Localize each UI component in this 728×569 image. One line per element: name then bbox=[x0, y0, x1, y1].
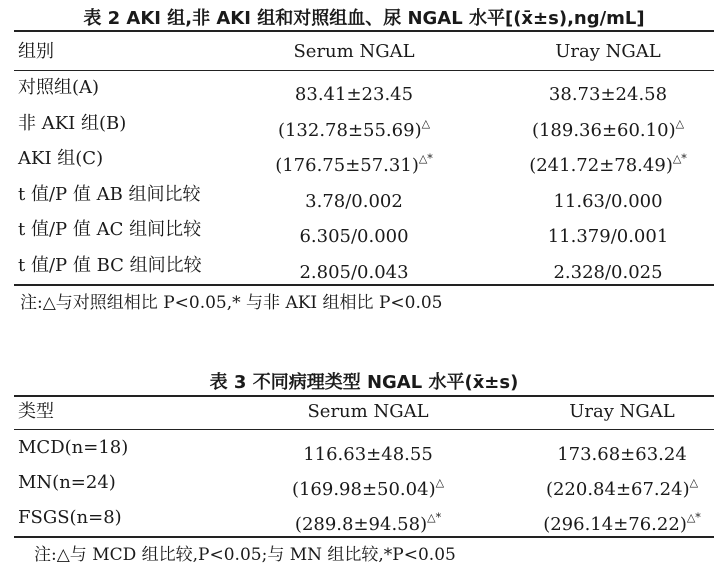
significance-mark: △ bbox=[675, 116, 685, 130]
serum-cell: 83.41±23.45 bbox=[294, 84, 414, 105]
uray-cell: 38.73±24.58 bbox=[548, 84, 668, 105]
serum-cell: 2.805/0.043 bbox=[299, 261, 409, 283]
table-row bbox=[14, 213, 714, 247]
table2-note: 注:△与对照组相比 P<0.05,* 与非 AKI 组相比 P<0.05 bbox=[20, 293, 443, 313]
significance-mark: △* bbox=[418, 152, 433, 165]
group-cell: MN(n=24) bbox=[18, 472, 116, 493]
uray-cell: 173.68±63.24 bbox=[557, 444, 687, 465]
table-row bbox=[14, 466, 714, 500]
uray-cell: 11.379/0.001 bbox=[547, 226, 669, 247]
group-cell: AKI 组(C) bbox=[18, 148, 104, 169]
group-cell: t 值/P 值 AB 组间比较 bbox=[18, 183, 201, 205]
table2-header-group: 组别 bbox=[18, 41, 54, 62]
group-cell: 对照组(A) bbox=[18, 77, 100, 98]
significance-mark: △* bbox=[672, 152, 687, 165]
group-cell: t 值/P 值 AC 组间比较 bbox=[18, 219, 202, 240]
uray-cell: (296.14±76.22)△* bbox=[543, 511, 701, 535]
uray-cell: (241.72±78.49)△* bbox=[529, 152, 687, 176]
table2-header-serum: Serum NGAL bbox=[293, 41, 415, 62]
serum-cell: 6.305/0.000 bbox=[299, 226, 409, 247]
group-cell: MCD(n=18) bbox=[18, 437, 129, 458]
table-row bbox=[14, 71, 714, 105]
significance-mark: △* bbox=[686, 511, 701, 524]
serum-cell: (176.75±57.31)△* bbox=[275, 152, 433, 176]
table-row bbox=[14, 501, 714, 535]
group-cell: 非 AKI 组(B) bbox=[18, 112, 127, 134]
group-cell: FSGS(n=8) bbox=[18, 507, 122, 528]
significance-mark: △ bbox=[421, 116, 431, 130]
table2-title: 表 2 AKI 组,非 AKI 组和对照组血、尿 NGAL 水平[(x̄±s),ng/mL] bbox=[83, 8, 645, 29]
table3-header-rule bbox=[14, 429, 714, 430]
table2-header-uray: Uray NGAL bbox=[555, 41, 661, 62]
table2-bottom-rule bbox=[14, 284, 714, 286]
table2-header-row bbox=[14, 35, 714, 69]
table3-header-serum: Serum NGAL bbox=[307, 401, 429, 422]
table3-note: 注:△与 MCD 组比较,P<0.05;与 MN 组比较,*P<0.05 bbox=[34, 545, 456, 565]
table2-top-rule bbox=[14, 30, 714, 32]
serum-cell: 3.78/0.002 bbox=[305, 190, 403, 212]
table3-header-row bbox=[14, 395, 714, 429]
serum-cell: (132.78±55.69)△ bbox=[277, 116, 431, 141]
uray-cell: (220.84±67.24)△ bbox=[545, 476, 699, 500]
significance-mark: △ bbox=[689, 476, 699, 489]
table-row bbox=[14, 249, 714, 283]
table-row bbox=[14, 142, 714, 176]
uray-cell: 2.328/0.025 bbox=[553, 261, 663, 283]
uray-cell: (189.36±60.10)△ bbox=[531, 116, 685, 141]
table3-header-group: 类型 bbox=[18, 401, 54, 422]
table3-bottom-rule bbox=[14, 536, 714, 538]
uray-cell: 11.63/0.000 bbox=[553, 190, 663, 212]
table3-title: 表 3 不同病理类型 NGAL 水平(x̄±s) bbox=[209, 372, 519, 393]
serum-cell: (289.8±94.58)△* bbox=[294, 511, 442, 535]
table-row bbox=[14, 107, 714, 141]
serum-cell: (169.98±50.04)△ bbox=[291, 476, 445, 500]
group-cell: t 值/P 值 BC 组间比较 bbox=[18, 254, 202, 276]
serum-cell: 116.63±48.55 bbox=[303, 444, 433, 465]
table3-header-uray: Uray NGAL bbox=[569, 401, 675, 422]
significance-mark: △* bbox=[427, 511, 442, 524]
table-row bbox=[14, 178, 714, 212]
significance-mark: △ bbox=[435, 476, 445, 489]
table-row bbox=[14, 431, 714, 465]
